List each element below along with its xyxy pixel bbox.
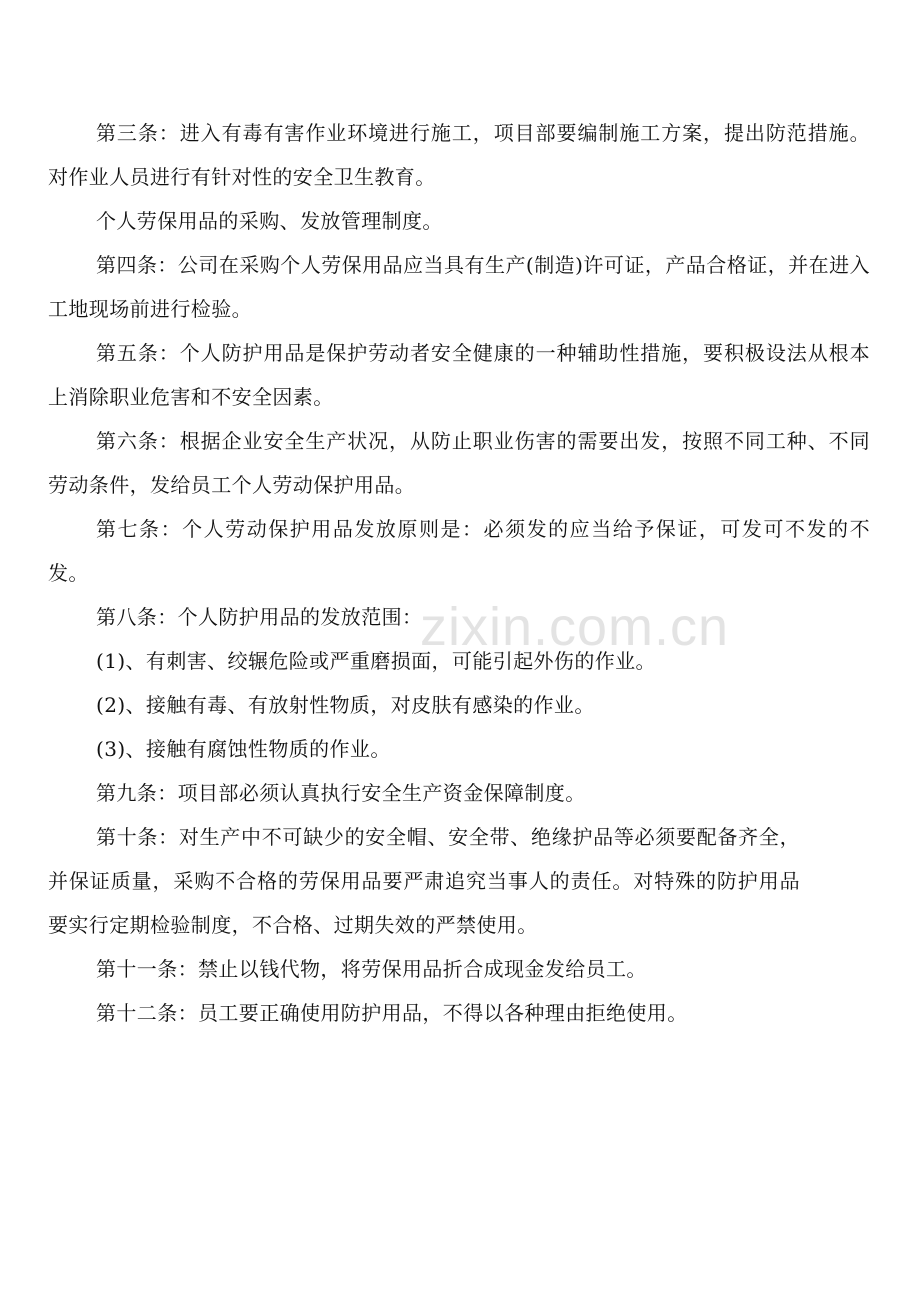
watermark: zixin.com.cn <box>420 597 730 657</box>
paragraph-article-10: 第十条：对生产中不可缺少的安全帽、安全带、绝缘护品等必须要配备齐全，并保证质量，采购不合格的劳保用品要严肃追究当事人的责任。对特殊的防护用品要实行定期检验制度，不合格、过期失效的严禁使用。 <box>48 825 800 937</box>
paragraph-article-3: 第三条：进入有毒有害作业环境进行施工，项目部要编制施工方案，提出防范措施。对作业人员进行有针对性的安全卫生教育。 <box>48 121 870 189</box>
paragraph-article-7: 第七条：个人劳动保护用品发放原则是：必须发的应当给予保证，可发可不发的不发。 <box>48 517 870 585</box>
document-body <box>48 111 870 1035</box>
paragraph-article-9: 第九条：项目部必须认真执行安全生产资金保障制度。 <box>96 781 586 805</box>
paragraph-section-heading: 个人劳保用品的采购、发放管理制度。 <box>96 209 443 233</box>
list-item-1: (1)、有刺害、绞辗危险或严重磨损面，可能引起外伤的作业。 <box>96 649 656 673</box>
paragraph-article-4: 第四条：公司在采购个人劳保用品应当具有生产(制造)许可证，产品合格证，并在进入工地现场前进行检验。 <box>48 253 870 321</box>
paragraph-article-5: 第五条：个人防护用品是保护劳动者安全健康的一种辅助性措施，要积极设法从根本上消除职业危害和不安全因素。 <box>48 341 870 409</box>
paragraph-article-6: 第六条：根据企业安全生产状况，从防止职业伤害的需要出发，按照不同工种、不同劳动条件，发给员工个人劳动保护用品。 <box>48 429 870 497</box>
list-item-2: (2)、接触有毒、有放射性物质，对皮肤有感染的作业。 <box>96 693 595 717</box>
paragraph-article-11: 第十一条：禁止以钱代物，将劳保用品折合成现金发给员工。 <box>96 957 647 981</box>
paragraph-article-12: 第十二条：员工要正确使用防护用品，不得以各种理由拒绝使用。 <box>96 1001 688 1025</box>
list-item-3: (3)、接触有腐蚀性物质的作业。 <box>96 737 391 761</box>
paragraph-article-8: 第八条：个人防护用品的发放范围： <box>96 605 423 629</box>
